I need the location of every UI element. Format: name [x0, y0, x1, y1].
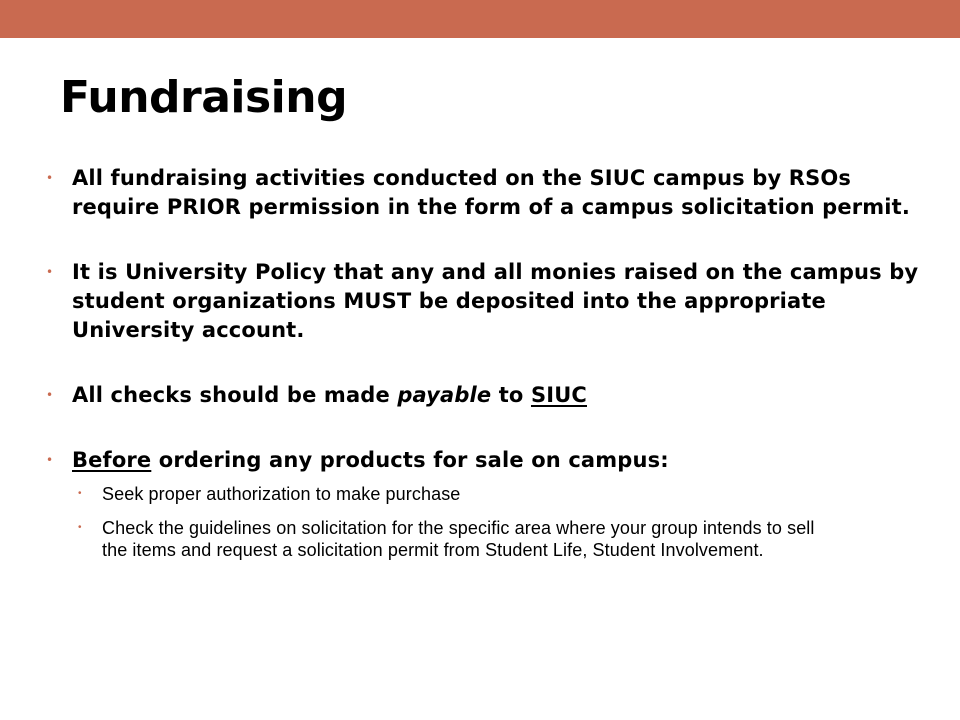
before-underlined: Before	[72, 448, 152, 472]
siuc-underlined: SIUC	[530, 383, 587, 407]
bullet-list	[44, 164, 924, 573]
sub-bullet-dot-icon: •	[78, 488, 82, 499]
bullet-dot-icon: •	[46, 171, 54, 185]
bullet-item	[44, 381, 924, 410]
bullet-dot-icon: •	[46, 388, 54, 402]
bullet-dot-icon: •	[46, 265, 54, 279]
bullet-text: All fundraising activities conducted on the SIUC campus by RSOs require PRIOR permission in the form of a campus solicitation permit.	[72, 166, 910, 219]
sub-bullet-item	[72, 517, 842, 561]
sub-bullet-list	[72, 483, 924, 561]
bullet-text: It is University Policy that any and all monies raised on the campus by student organizations MUST be deposited into the appropriate University account.	[72, 260, 919, 342]
bullet-text-emphasis: payable	[397, 383, 492, 407]
bullet-text-pre: All checks should be made	[72, 383, 398, 407]
bullet-dot-icon: •	[46, 453, 54, 467]
slide-title: Fundraising	[60, 72, 348, 123]
bullet-text-rest: ordering any products for sale on campus:	[151, 448, 669, 472]
bullet-item	[44, 164, 924, 222]
sub-bullet-item	[72, 483, 842, 505]
sub-bullet-text: Check the guidelines on solicitation for the specific area where your group intends to sell the items and request a solicitation permit from Student Life, Student Involvement.	[102, 518, 815, 560]
sub-bullet-text: Seek proper authorization to make purchase	[102, 484, 461, 504]
bullet-text-mid: to	[491, 383, 531, 407]
bullet-item	[44, 446, 924, 561]
sub-bullet-dot-icon: •	[78, 522, 82, 533]
top-accent-bar	[0, 0, 960, 38]
bullet-item	[44, 258, 924, 345]
